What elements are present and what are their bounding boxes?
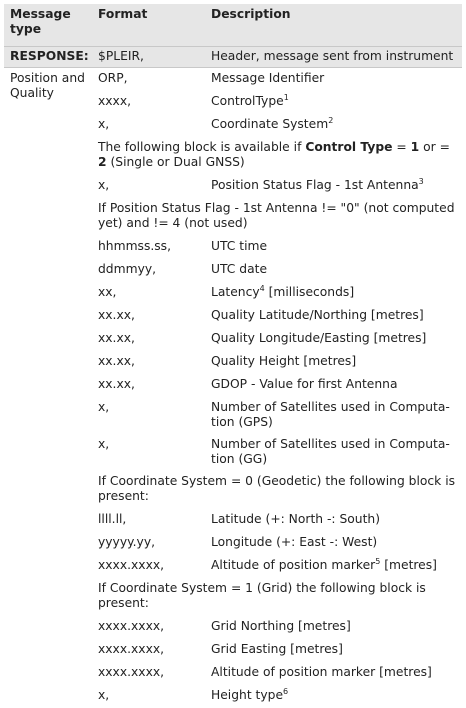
description-cell: Grid Easting [metres]	[211, 642, 343, 656]
description-cell: Altitude of position marker$^5$ [metres]	[211, 557, 437, 572]
table-row	[4, 175, 462, 198]
format-cell: xxxx.xxxx,	[98, 665, 165, 679]
table-row	[4, 639, 462, 662]
description-cell: Latitude (+: North -: South)	[211, 512, 380, 526]
response-format: $PLEIR,	[92, 47, 205, 68]
description-text: Coordinate System	[211, 117, 329, 131]
description-text: Position Status Flag - 1st Antenna	[211, 178, 419, 192]
table-header-row	[4, 4, 462, 47]
block-note-row	[4, 137, 462, 175]
header-description: Description	[205, 4, 462, 47]
format-cell: xxxx.xxxx,	[98, 619, 165, 633]
table-row	[4, 328, 462, 351]
format-cell: xxxx,	[98, 94, 132, 108]
block-note-geodetic: If Coordinate System = 0 (Geodetic) the following block is present:	[98, 474, 456, 503]
description-cell: Quality Latitude/Northing [metres]	[211, 308, 424, 322]
description-cell: Quality Height [metres]	[211, 354, 357, 368]
block-note-status-flag: If Position Status Flag - 1st Antenna != "0" (not computed yet) and != 4 (not used)	[98, 201, 455, 230]
format-cell: yyyyy.yy,	[98, 535, 156, 549]
table-row	[4, 509, 462, 532]
footnote-ref: 3	[418, 177, 424, 186]
block-note-row	[4, 578, 462, 616]
format-cell: hhmmss.ss,	[98, 239, 171, 253]
description-text: Height type	[211, 688, 284, 702]
format-cell: x,	[98, 178, 110, 192]
description-cell: UTC date	[211, 262, 268, 276]
format-cell: x,	[98, 117, 110, 131]
footnote-ref: 4	[259, 284, 265, 293]
description-text: Latency	[211, 285, 260, 299]
table-row	[4, 685, 462, 708]
description-text: ControlType	[211, 94, 284, 108]
table-row	[4, 305, 462, 328]
block-note-row	[4, 471, 462, 509]
format-cell: ORP,	[98, 71, 128, 85]
format-cell: x,	[98, 688, 110, 702]
table-row	[4, 397, 462, 434]
description-cell: Number of Satellites used in Computa-tion (GG)	[211, 437, 450, 466]
footnote-ref: 2	[328, 116, 334, 125]
format-cell: x,	[98, 400, 110, 414]
table-row	[4, 259, 462, 282]
format-cell: ddmmyy,	[98, 262, 157, 276]
description-cell: Longitude (+: East -: West)	[211, 535, 378, 549]
response-row	[4, 47, 462, 68]
footnote-ref: 6	[283, 687, 289, 696]
table-row	[4, 434, 462, 471]
response-description: Header, message sent from instrument	[205, 47, 462, 68]
table-row	[4, 662, 462, 685]
table-row	[4, 532, 462, 555]
format-cell: llll.ll,	[98, 512, 127, 526]
format-cell: xx.xx,	[98, 331, 135, 345]
header-format: Format	[92, 4, 205, 47]
format-cell: xx,	[98, 285, 117, 299]
description-cell: Number of Satellites used in Computa-tion (GPS)	[211, 400, 450, 429]
description-cell: Grid Northing [metres]	[211, 619, 351, 633]
table-row	[4, 236, 462, 259]
header-message-type: Message type	[4, 4, 92, 47]
description-cell	[205, 685, 462, 708]
description-cell	[205, 91, 462, 114]
block-note-control-type: The following block is available if Control Type = 1 or = 2 (Single or Dual GNSS)	[98, 140, 450, 169]
block-note-row	[4, 198, 462, 236]
table-row	[4, 68, 462, 92]
description-cell	[205, 114, 462, 137]
table-row	[4, 616, 462, 639]
group-label: Position and Quality	[10, 71, 85, 100]
table-row	[4, 351, 462, 374]
message-table	[4, 4, 462, 708]
format-cell: xx.xx,	[98, 308, 135, 322]
footnote-ref: 5	[375, 557, 381, 566]
format-cell: xxxx.xxxx,	[98, 642, 165, 656]
table-row	[4, 555, 462, 578]
table-row	[4, 282, 462, 305]
table-row	[4, 374, 462, 397]
description-cell: Message Identifier	[211, 71, 325, 85]
format-cell: xxxx.xxxx,	[98, 558, 165, 572]
description-cell: Latency$^4$ [milliseconds]	[211, 284, 355, 299]
description-cell	[205, 175, 462, 198]
response-label: RESPONSE:	[4, 47, 92, 68]
description-text: Altitude of position marker	[211, 558, 376, 572]
format-cell: xx.xx,	[98, 354, 135, 368]
block-note-grid: If Coordinate System = 1 (Grid) the following block is present:	[98, 581, 426, 610]
description-cell: GDOP - Value for first Antenna	[211, 377, 398, 391]
footnote-ref: 1	[283, 93, 289, 102]
description-cell: Quality Longitude/Easting [metres]	[211, 331, 427, 345]
description-cell: Altitude of position marker [metres]	[211, 665, 432, 679]
format-cell: x,	[98, 437, 110, 451]
format-cell: xx.xx,	[98, 377, 135, 391]
description-cell: UTC time	[211, 239, 268, 253]
